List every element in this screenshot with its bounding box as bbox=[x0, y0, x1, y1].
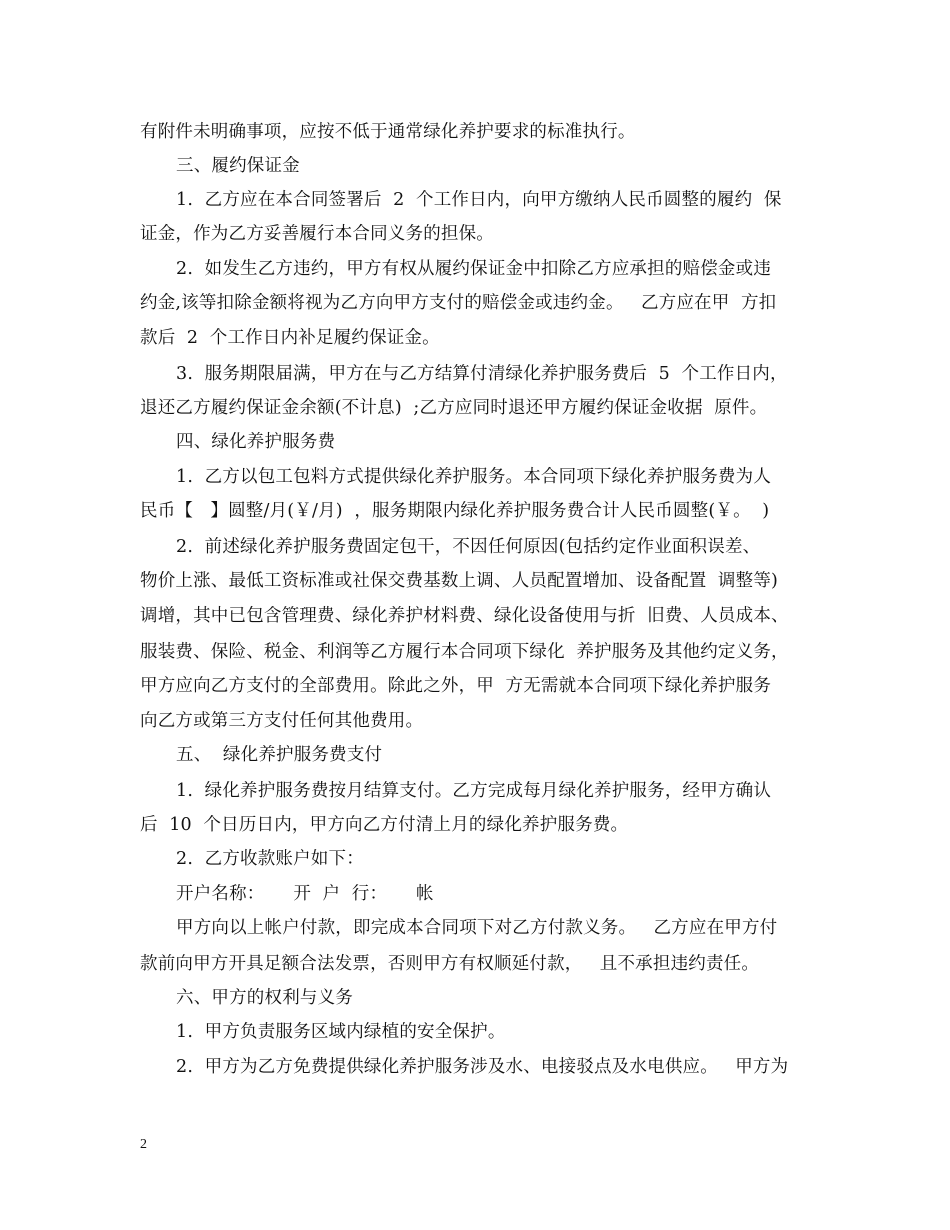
text-line: 款后 2 个工作日内补足履约保证金。 bbox=[140, 328, 440, 348]
text-line: 甲方向以上帐户付款，即完成本合同项下对乙方付款义务。 乙方应在甲方付 bbox=[176, 918, 778, 938]
section-heading: 三、履约保证金 bbox=[176, 156, 300, 176]
text-line: 开户名称： 开 户 行： 帐 bbox=[176, 884, 434, 904]
text-line: 约金,该等扣除金额将视为乙方向甲方支付的赔偿金或违约金。 乙方应在甲 方扣 bbox=[140, 293, 777, 313]
page-number: 2 bbox=[140, 1137, 147, 1152]
text-line: 2. 如发生乙方违约，甲方有权从履约保证金中扣除乙方应承担的赔偿金或违 bbox=[176, 259, 772, 279]
text-line: 退还乙方履约保证金余额(不计息) ;乙方应同时退还甲方履约保证金收据 原件。 bbox=[140, 398, 768, 418]
text-line: 1. 甲方负责服务区域内绿植的安全保护。 bbox=[176, 1022, 506, 1042]
section-heading: 四、绿化养护服务费 bbox=[176, 432, 336, 452]
text-line: 民币【 】圆整/月(￥/月) ，服务期限内绿化养护服务费合计人民币圆整(￥。 ) bbox=[140, 501, 770, 521]
section-heading: 五、 绿化养护服务费支付 bbox=[176, 745, 383, 765]
text-line: 2. 乙方收款账户如下： bbox=[176, 849, 364, 869]
text-line: 证金，作为乙方妥善履行本合同义务的担保。 bbox=[140, 224, 494, 244]
text-line: 款前向甲方开具足额合法发票，否则甲方有权顺延付款， 且不承担违约责任。 bbox=[140, 954, 760, 974]
text-line: 调增，其中已包含管理费、绿化养护材料费、绿化设备使用与折 旧费、人员成本、 bbox=[140, 606, 789, 626]
text-line: 2. 前述绿化养护服务费固定包干，不因任何原因(包括约定作业面积误差、 bbox=[176, 537, 761, 557]
text-line: 物价上涨、最低工资标准或社保交费基数上调、人员配置增加、设备配置 调整等) bbox=[140, 571, 779, 591]
text-line: 1. 绿化养护服务费按月结算支付。乙方完成每月绿化养护服务，经甲方确认 bbox=[176, 781, 772, 801]
text-line: 1. 乙方应在本合同签署后 2 个工作日内，向甲方缴纳人民币圆整的履约 保 bbox=[176, 190, 782, 210]
text-line: 后 10 个日历日内，甲方向乙方付清上月的绿化养护服务费。 bbox=[140, 815, 629, 835]
text-line: 有附件未明确事项，应按不低于通常绿化养护要求的标准执行。 bbox=[140, 122, 636, 142]
text-line: 3. 服务期限届满，甲方在与乙方结算付清绿化养护服务费后 5 个工作日内， bbox=[176, 364, 788, 384]
text-line: 服装费、保险、税金、利润等乙方履行本合同项下绿化 养护服务及其他约定义务， bbox=[140, 642, 789, 662]
text-line: 甲方应向乙方支付的全部费用。除此之外，甲 方无需就本合同项下绿化养护服务 bbox=[140, 676, 772, 696]
text-line: 向乙方或第三方支付任何其他费用。 bbox=[140, 711, 424, 731]
section-heading: 六、甲方的权利与义务 bbox=[176, 988, 353, 1008]
text-line: 1. 乙方以包工包料方式提供绿化养护服务。本合同项下绿化养护服务费为人 bbox=[176, 467, 772, 487]
text-line: 2. 甲方为乙方免费提供绿化养护服务涉及水、电接驳点及水电供应。 甲方为 bbox=[176, 1057, 789, 1077]
